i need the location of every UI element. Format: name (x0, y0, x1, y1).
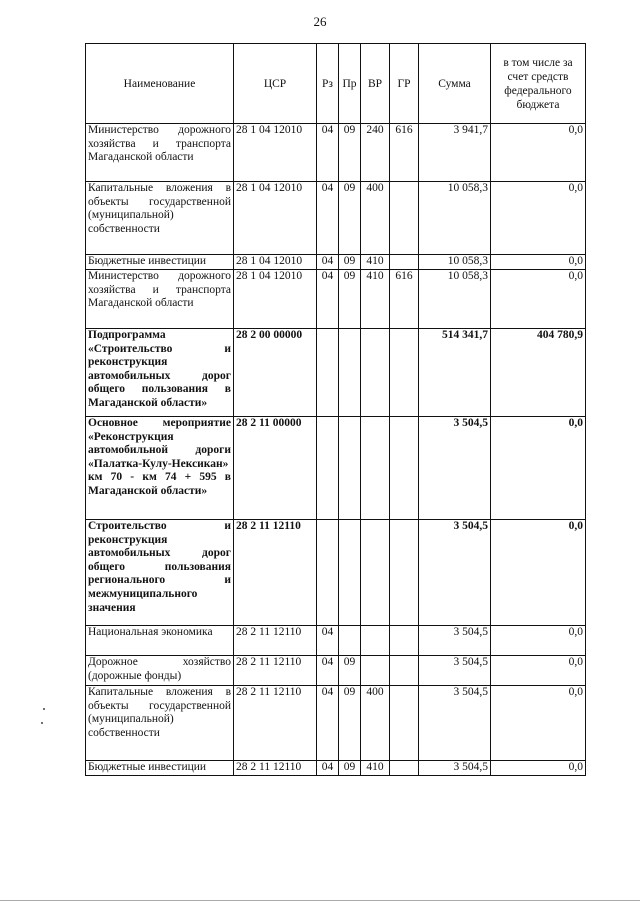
row-gr (390, 329, 419, 417)
row-federal: 0,0 (491, 255, 586, 270)
row-name: Капитальные вложения в объекты государственной (муниципальной) собственности (86, 686, 234, 761)
row-vr: 410 (361, 270, 390, 329)
row-csr: 28 2 11 12110 (234, 520, 317, 626)
row-vr (361, 520, 390, 626)
row-rz (317, 520, 339, 626)
row-gr (390, 686, 419, 761)
table-row (86, 182, 586, 255)
row-csr: 28 2 11 12110 (234, 626, 317, 656)
table-row (86, 761, 586, 776)
row-csr: 28 1 04 12010 (234, 182, 317, 255)
row-rz: 04 (317, 656, 339, 686)
row-vr: 410 (361, 761, 390, 776)
row-pr: 09 (339, 686, 361, 761)
row-vr: 400 (361, 686, 390, 761)
header-pr: Пр (339, 44, 361, 124)
row-gr (390, 520, 419, 626)
row-csr: 28 2 11 12110 (234, 686, 317, 761)
row-gr (390, 626, 419, 656)
table-row (86, 520, 586, 626)
row-gr (390, 761, 419, 776)
row-pr: 09 (339, 270, 361, 329)
row-federal: 0,0 (491, 520, 586, 626)
row-sum: 3 504,5 (419, 417, 491, 520)
row-pr: 09 (339, 124, 361, 182)
row-rz (317, 417, 339, 520)
header-sum: Сумма (419, 44, 491, 124)
row-federal: 0,0 (491, 761, 586, 776)
row-csr: 28 1 04 12010 (234, 270, 317, 329)
table-row (86, 124, 586, 182)
row-gr: 616 (390, 124, 419, 182)
row-federal: 404 780,9 (491, 329, 586, 417)
row-federal: 0,0 (491, 656, 586, 686)
row-name: Министерство дорожного хозяйства и транспорта Магаданской области (86, 270, 234, 329)
row-gr (390, 656, 419, 686)
row-vr (361, 656, 390, 686)
row-pr: 09 (339, 761, 361, 776)
row-federal: 0,0 (491, 686, 586, 761)
row-rz: 04 (317, 182, 339, 255)
row-pr (339, 626, 361, 656)
row-rz: 04 (317, 255, 339, 270)
row-name: Подпрограмма «Строительство и реконструкция автомобильных дорог общего пользования в Магаданской области» (86, 329, 234, 417)
row-federal: 0,0 (491, 124, 586, 182)
scan-speck (41, 722, 43, 724)
header-federal: в том числе за счет средств федерального бюджета (491, 44, 586, 124)
table-row (86, 686, 586, 761)
row-pr: 09 (339, 182, 361, 255)
scan-edge-line (0, 900, 640, 901)
table-row (86, 656, 586, 686)
row-vr: 400 (361, 182, 390, 255)
page-number: 26 (313, 14, 327, 29)
row-rz: 04 (317, 626, 339, 656)
row-vr: 410 (361, 255, 390, 270)
header-gr: ГР (390, 44, 419, 124)
row-csr: 28 2 00 00000 (234, 329, 317, 417)
row-pr: 09 (339, 656, 361, 686)
row-sum: 3 941,7 (419, 124, 491, 182)
table-row (86, 270, 586, 329)
row-gr (390, 182, 419, 255)
row-vr (361, 626, 390, 656)
row-sum: 10 058,3 (419, 182, 491, 255)
row-csr: 28 2 11 12110 (234, 761, 317, 776)
row-vr: 240 (361, 124, 390, 182)
header-rz: Рз (317, 44, 339, 124)
row-name: Бюджетные инвестиции (86, 761, 234, 776)
row-rz: 04 (317, 270, 339, 329)
row-name: Строительство и реконструкция автомобильных дорог общего пользования регионального и межмуниципального значения (86, 520, 234, 626)
header-vr: ВР (361, 44, 390, 124)
row-gr (390, 417, 419, 520)
header-name: Наименование (86, 44, 234, 124)
row-federal: 0,0 (491, 626, 586, 656)
row-federal: 0,0 (491, 182, 586, 255)
row-csr: 28 2 11 12110 (234, 656, 317, 686)
row-pr: 09 (339, 255, 361, 270)
row-sum: 3 504,5 (419, 520, 491, 626)
table-row (86, 255, 586, 270)
row-sum: 10 058,3 (419, 255, 491, 270)
row-pr (339, 417, 361, 520)
row-sum: 3 504,5 (419, 761, 491, 776)
header-csr: ЦСР (234, 44, 317, 124)
row-name: Капитальные вложения в объекты государственной (муниципальной) собственности (86, 182, 234, 255)
table-row (86, 329, 586, 417)
row-vr (361, 417, 390, 520)
row-pr (339, 329, 361, 417)
row-name: Бюджетные инвестиции (86, 255, 234, 270)
row-name: Национальная экономика (86, 626, 234, 656)
row-sum: 3 504,5 (419, 626, 491, 656)
table-row (86, 417, 586, 520)
row-name: Дорожное хозяйство (дорожные фонды) (86, 656, 234, 686)
row-name: Министерство дорожного хозяйства и транспорта Магаданской области (86, 124, 234, 182)
row-csr: 28 1 04 12010 (234, 124, 317, 182)
row-rz: 04 (317, 124, 339, 182)
row-vr (361, 329, 390, 417)
table-row (86, 626, 586, 656)
row-name: Основное мероприятие «Реконструкция автомобильной дороги «Палатка-Кулу-Нексикан» км 70 - км 74 + 595 в Магаданской области» (86, 417, 234, 520)
row-gr: 616 (390, 270, 419, 329)
row-csr: 28 2 11 00000 (234, 417, 317, 520)
row-sum: 3 504,5 (419, 656, 491, 686)
row-gr (390, 255, 419, 270)
row-rz (317, 329, 339, 417)
row-sum: 10 058,3 (419, 270, 491, 329)
row-rz: 04 (317, 761, 339, 776)
row-federal: 0,0 (491, 270, 586, 329)
row-sum: 514 341,7 (419, 329, 491, 417)
budget-table (85, 43, 586, 776)
scan-speck (43, 708, 45, 710)
row-pr (339, 520, 361, 626)
row-rz: 04 (317, 686, 339, 761)
row-sum: 3 504,5 (419, 686, 491, 761)
row-federal: 0,0 (491, 417, 586, 520)
row-csr: 28 1 04 12010 (234, 255, 317, 270)
table-header-row (86, 44, 586, 124)
